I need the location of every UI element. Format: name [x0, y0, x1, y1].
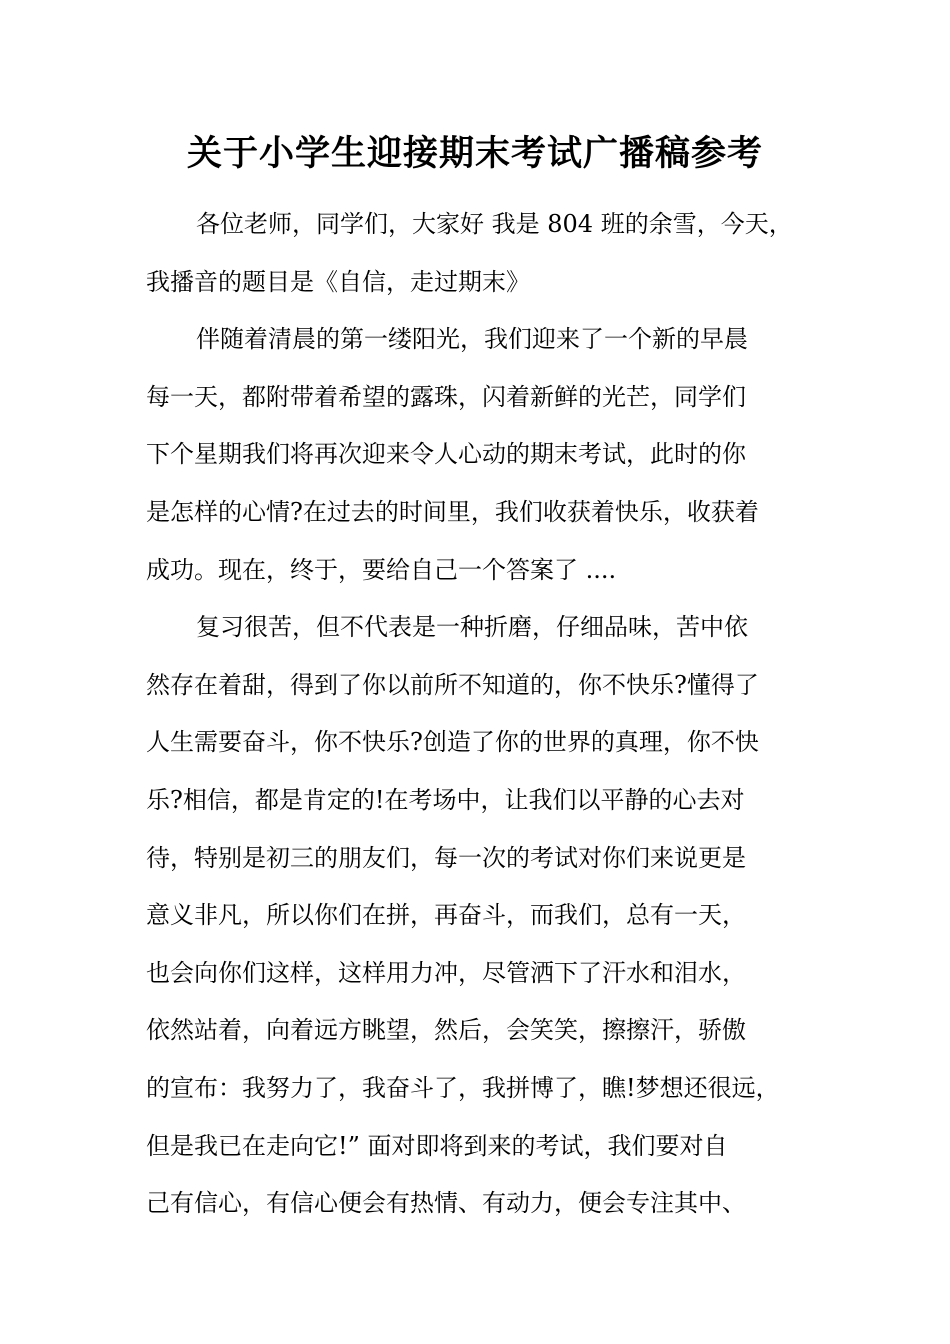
paragraph-line: 下个星期我们将再次迎来令人心动的期末考试，此时的你 — [146, 440, 746, 469]
paragraph-line: 我播音的题目是《自信，走过期末》 — [146, 267, 530, 296]
paragraph-line: 是怎样的心情?在过去的时间里，我们收获着快乐，收获着 — [146, 497, 759, 526]
paragraph-line: 的宣布：我努力了，我奋斗了，我拼博了，瞧!梦想还很远， — [146, 1073, 780, 1102]
paragraph-line: 然存在着甜，得到了你以前所不知道的，你不快乐?懂得了 — [146, 670, 759, 699]
paragraph-line: 伴随着清晨的第一缕阳光，我们迎来了一个新的早晨 — [196, 325, 748, 354]
paragraph-line: 待，特别是初三的朋友们，每一次的考试对你们来说更是 — [146, 843, 746, 872]
paragraph-line: 人生需要奋斗，你不快乐?创造了你的世界的真理，你不快 — [146, 728, 759, 757]
paragraph-line: 成功。现在，终于，要给自己一个答案了 .... — [146, 555, 617, 584]
paragraph-line: 复习很苦，但不代表是一种折磨，仔细品味，苦中依 — [196, 613, 748, 642]
paragraph-line: 每一天，都附带着希望的露珠，闪着新鲜的光芒，同学们 — [146, 382, 746, 411]
paragraph-line: 乐?相信，都是肯定的!在考场中，让我们以平静的心去对 — [146, 785, 745, 814]
paragraph-line: 己有信心，有信心便会有热情、有动力，便会专注其中、 — [146, 1189, 746, 1218]
document-body — [146, 196, 846, 1233]
paragraph-line: 意义非凡，所以你们在拼，再奋斗，而我们，总有一天， — [146, 901, 746, 930]
document-title: 关于小学生迎接期末考试广播稿参考 — [186, 133, 763, 174]
paragraph-line: 也会向你们这样，这样用力冲，尽管洒下了汗水和泪水， — [146, 958, 746, 987]
paragraph-line: 各位老师，同学们，大家好 我是 804 班的余雪，今天， — [196, 210, 793, 238]
paragraph-line: 但是我已在走向它!” 面对即将到来的考试，我们要对自 — [146, 1131, 728, 1160]
paragraph-line: 依然站着，向着远方眺望，然后，会笑笑，擦擦汗，骄傲 — [146, 1016, 746, 1045]
